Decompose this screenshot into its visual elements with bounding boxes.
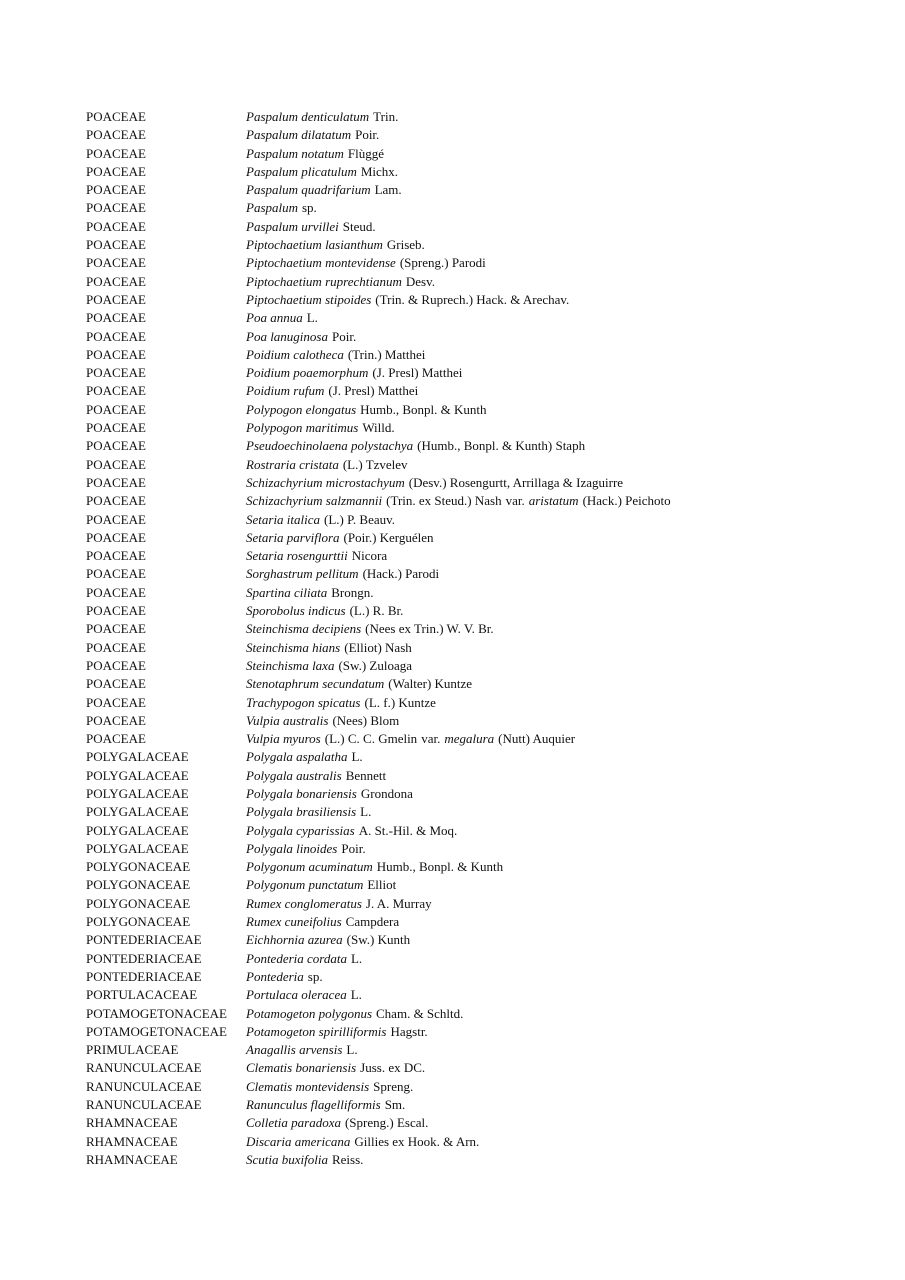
family-name: PRIMULACEAE	[86, 1042, 179, 1058]
species-author: Bennett	[345, 767, 387, 783]
family-name: POACEAE	[86, 420, 146, 436]
species-entry	[246, 1059, 866, 1077]
family-name: POTAMOGETONACEAE	[86, 1005, 227, 1021]
species-author: (Hack.) Parodi	[362, 566, 440, 582]
table-row	[86, 309, 866, 327]
species-author: Willd.	[362, 420, 395, 436]
species-author: (J. Presl) Matthei	[372, 365, 463, 381]
species-author: L.	[360, 804, 372, 820]
species-name: Setaria parviflora	[246, 529, 340, 545]
species-entry	[246, 199, 866, 217]
species-author: (Poir.) Kerguélen	[343, 529, 434, 545]
species-entry	[246, 639, 866, 657]
family-name: PORTULACACEAE	[86, 987, 198, 1003]
table-row	[86, 913, 866, 931]
family-name: POLYGALACEAE	[86, 785, 189, 801]
species-author: L.	[350, 987, 362, 1003]
table-row	[86, 328, 866, 346]
table-row	[86, 1133, 866, 1151]
species-name: Polygala bonariensis	[246, 785, 357, 801]
species-author: Sm.	[384, 1097, 406, 1113]
family-name: POACEAE	[86, 237, 146, 253]
table-row	[86, 712, 866, 730]
variety-author: (Nutt) Auquier	[498, 731, 576, 747]
species-entry	[246, 950, 866, 968]
species-name: Setaria italica	[246, 511, 321, 527]
species-author: (Spreng.) Parodi	[399, 255, 486, 271]
species-name: Poa annua	[246, 310, 303, 326]
species-entry	[246, 401, 866, 419]
family-name: POACEAE	[86, 127, 146, 143]
species-author: Grondona	[360, 785, 413, 801]
table-row	[86, 748, 866, 766]
table-row	[86, 1005, 866, 1023]
table-row	[86, 1078, 866, 1096]
table-row	[86, 547, 866, 565]
table-row	[86, 730, 866, 748]
species-entry	[246, 382, 866, 400]
species-name: Colletia paradoxa	[246, 1115, 341, 1131]
species-author: (L.) Tzvelev	[342, 456, 408, 472]
species-author: Lam.	[374, 182, 402, 198]
family-name: POLYGALACEAE	[86, 749, 189, 765]
species-name: Clematis montevidensis	[246, 1078, 370, 1094]
species-entry	[246, 602, 866, 620]
table-row	[86, 1023, 866, 1041]
table-row	[86, 1041, 866, 1059]
species-name: Steinchisma hians	[246, 639, 341, 655]
species-entry	[246, 218, 866, 236]
species-author: L.	[306, 310, 318, 326]
species-name: Schizachyrium microstachyum	[246, 474, 405, 490]
table-row	[86, 126, 866, 144]
table-row	[86, 602, 866, 620]
family-name: POLYGONACEAE	[86, 877, 191, 893]
family-name: POACEAE	[86, 273, 146, 289]
species-name: Poidium calotheca	[246, 346, 344, 362]
species-name: Clematis bonariensis	[246, 1060, 357, 1076]
species-author: (Desv.) Rosengurtt, Arrillaga & Izaguirre	[408, 474, 624, 490]
species-entry	[246, 437, 866, 455]
species-author: Desv.	[405, 273, 435, 289]
family-name: POACEAE	[86, 621, 146, 637]
species-entry	[246, 620, 866, 638]
species-name: Spartina ciliata	[246, 584, 328, 600]
species-entry	[246, 529, 866, 547]
family-name: POLYGALACEAE	[86, 804, 189, 820]
table-row	[86, 840, 866, 858]
family-name: POACEAE	[86, 401, 146, 417]
species-entry	[246, 895, 866, 913]
species-entry	[246, 364, 866, 382]
family-name: POLYGONACEAE	[86, 914, 191, 930]
family-name: POLYGALACEAE	[86, 767, 189, 783]
table-row	[86, 1151, 866, 1169]
family-name: POACEAE	[86, 731, 146, 747]
species-author: (L.) C. C. Gmelin	[324, 731, 418, 747]
species-author: (L. f.) Kuntze	[364, 694, 436, 710]
table-row	[86, 218, 866, 236]
species-entry	[246, 730, 866, 748]
family-name: PONTEDERIACEAE	[86, 950, 202, 966]
variety-name: aristatum	[528, 493, 579, 509]
family-name: RANUNCULACEAE	[86, 1097, 202, 1113]
species-author: (Nees) Blom	[332, 712, 400, 728]
species-author: Humb., Bonpl. & Kunth	[360, 401, 487, 417]
species-entry	[246, 822, 866, 840]
species-author: (Walter) Kuntze	[388, 676, 473, 692]
table-row	[86, 401, 866, 419]
table-row	[86, 291, 866, 309]
family-name: POACEAE	[86, 603, 146, 619]
family-name: POACEAE	[86, 676, 146, 692]
species-author: Poir.	[341, 840, 366, 856]
table-row	[86, 236, 866, 254]
species-entry	[246, 913, 866, 931]
table-row	[86, 474, 866, 492]
species-entry	[246, 145, 866, 163]
species-author: Reiss.	[331, 1151, 364, 1167]
family-name: POACEAE	[86, 548, 146, 564]
table-row	[86, 657, 866, 675]
species-author: Spreng.	[373, 1078, 414, 1094]
family-name: POTAMOGETONACEAE	[86, 1023, 227, 1039]
family-name: POACEAE	[86, 383, 146, 399]
species-name: Rostraria cristata	[246, 456, 339, 472]
table-row	[86, 199, 866, 217]
species-entry	[246, 657, 866, 675]
species-name: Vulpia myuros	[246, 731, 321, 747]
species-name: Eichhornia azurea	[246, 932, 343, 948]
table-row	[86, 419, 866, 437]
family-name: POACEAE	[86, 694, 146, 710]
species-name: Piptochaetium ruprechtianum	[246, 273, 402, 289]
species-entry	[246, 273, 866, 291]
family-name: POACEAE	[86, 456, 146, 472]
species-entry	[246, 419, 866, 437]
species-author: Brongn.	[331, 584, 374, 600]
species-name: Potamogeton spirilliformis	[246, 1023, 387, 1039]
species-author: L.	[346, 1042, 358, 1058]
family-name: POLYGALACEAE	[86, 822, 189, 838]
family-name: POACEAE	[86, 346, 146, 362]
species-entry	[246, 254, 866, 272]
family-name: POACEAE	[86, 255, 146, 271]
table-row	[86, 986, 866, 1004]
family-name: POACEAE	[86, 163, 146, 179]
family-name: POACEAE	[86, 712, 146, 728]
species-entry	[246, 1023, 866, 1041]
species-name: Pontederia	[246, 968, 304, 984]
species-author: L.	[350, 950, 363, 966]
species-name: Schizachyrium salzmannii	[246, 493, 383, 509]
table-row	[86, 565, 866, 583]
species-author: Nicora	[351, 548, 388, 564]
species-author: (Trin. ex Steud.) Nash	[386, 493, 502, 509]
table-row	[86, 145, 866, 163]
species-author: (J. Presl) Matthei	[328, 383, 419, 399]
species-entry	[246, 803, 866, 821]
species-entry	[246, 126, 866, 144]
table-row	[86, 1096, 866, 1114]
species-entry	[246, 1151, 866, 1169]
species-entry	[246, 858, 866, 876]
species-author: Poir.	[331, 328, 357, 344]
variety-author: (Hack.) Peichoto	[582, 493, 671, 509]
table-row	[86, 108, 866, 126]
species-entry	[246, 474, 866, 492]
species-entry	[246, 1114, 866, 1132]
species-author: A. St.-Hil. & Moq.	[358, 822, 458, 838]
family-name: POACEAE	[86, 310, 146, 326]
species-author: Steud.	[342, 218, 376, 234]
species-author: Humb., Bonpl. & Kunth	[376, 859, 504, 875]
species-name: Polygonum punctatum	[246, 877, 364, 893]
species-author: Trin.	[373, 109, 399, 124]
species-name: Rumex cuneifolius	[246, 914, 342, 930]
species-name: Poidium rufum	[246, 383, 325, 399]
species-entry	[246, 986, 866, 1004]
species-entry	[246, 236, 866, 254]
species-entry	[246, 492, 866, 510]
family-name: POACEAE	[86, 328, 146, 344]
family-name: POACEAE	[86, 182, 146, 198]
species-entry	[246, 328, 866, 346]
species-entry	[246, 675, 866, 693]
species-author: J. A. Murray	[365, 895, 432, 911]
species-name: Anagallis arvensis	[246, 1042, 343, 1058]
species-entry	[246, 309, 866, 327]
species-name: Polygala brasiliensis	[246, 804, 357, 820]
family-name: RANUNCULACEAE	[86, 1060, 202, 1076]
species-entry	[246, 1041, 866, 1059]
species-name: Piptochaetium montevidense	[246, 255, 396, 271]
species-entry	[246, 968, 866, 986]
species-name: Polygonum acuminatum	[246, 859, 373, 875]
family-name: POACEAE	[86, 566, 146, 582]
species-name: Paspalum dilatatum	[246, 127, 352, 143]
species-author: Juss. ex DC.	[360, 1060, 426, 1076]
species-name: Sorghastrum pellitum	[246, 566, 359, 582]
species-author: (Trin.) Matthei	[347, 346, 426, 362]
family-name: RHAMNACEAE	[86, 1115, 178, 1131]
table-row	[86, 931, 866, 949]
species-author: Gillies ex Hook. & Arn.	[354, 1133, 480, 1149]
table-row	[86, 694, 866, 712]
table-row	[86, 346, 866, 364]
table-row	[86, 511, 866, 529]
family-name: RHAMNACEAE	[86, 1133, 178, 1149]
table-row	[86, 822, 866, 840]
species-entry	[246, 1133, 866, 1151]
species-author: (L.) P. Beauv.	[324, 511, 396, 527]
table-row	[86, 1114, 866, 1132]
species-name: Piptochaetium lasianthum	[246, 237, 383, 253]
species-name: Poa lanuginosa	[246, 328, 328, 344]
species-name: Polygala australis	[246, 767, 342, 783]
species-name: Polygala linoides	[246, 840, 338, 856]
species-name: Piptochaetium stipoides	[246, 291, 372, 307]
species-entry	[246, 1078, 866, 1096]
table-row	[86, 382, 866, 400]
family-name: POACEAE	[86, 145, 146, 161]
species-name: Paspalum quadrifarium	[246, 182, 371, 198]
species-entry	[246, 767, 866, 785]
family-name: POLYGONACEAE	[86, 859, 191, 875]
species-name: Setaria rosengurttii	[246, 548, 348, 564]
variety-marker: var.	[505, 493, 525, 509]
table-row	[86, 785, 866, 803]
table-row	[86, 529, 866, 547]
variety-marker: var.	[421, 731, 441, 747]
species-name: Discaria americana	[246, 1133, 351, 1149]
species-entry	[246, 1005, 866, 1023]
species-entry	[246, 565, 866, 583]
species-author: (Sw.) Kunth	[346, 932, 411, 948]
species-entry	[246, 346, 866, 364]
species-name: Polypogon elongatus	[246, 401, 357, 417]
table-row	[86, 968, 866, 986]
table-row	[86, 254, 866, 272]
species-name: Steinchisma decipiens	[246, 621, 362, 637]
species-name: Polypogon maritimus	[246, 420, 359, 436]
species-author: (Humb., Bonpl. & Kunth) Staph	[417, 438, 586, 454]
species-name: Paspalum urvillei	[246, 218, 339, 234]
species-name: Ranunculus flagelliformis	[246, 1097, 381, 1113]
species-author: Campdera	[345, 914, 400, 930]
species-author: sp.	[307, 968, 323, 984]
species-author: (Trin. & Ruprech.) Hack. & Arechav.	[375, 291, 570, 307]
family-name: POACEAE	[86, 529, 146, 545]
table-row	[86, 639, 866, 657]
species-name: Portulaca oleracea	[246, 987, 347, 1003]
species-name: Polygala aspalatha	[246, 749, 348, 765]
species-author: Griseb.	[386, 237, 425, 253]
species-author: Flùggé	[347, 145, 384, 161]
species-author: Elliot	[367, 877, 397, 893]
species-name: Stenotaphrum secundatum	[246, 676, 385, 692]
table-row	[86, 620, 866, 638]
species-author: L.	[351, 749, 363, 765]
species-author: (Sw.) Zuloaga	[338, 657, 412, 673]
species-list	[86, 108, 866, 1169]
family-name: PONTEDERIACEAE	[86, 932, 202, 948]
species-author: Hagstr.	[390, 1023, 428, 1039]
species-entry	[246, 876, 866, 894]
table-row	[86, 273, 866, 291]
table-row	[86, 675, 866, 693]
species-name: Trachypogon spicatus	[246, 694, 361, 710]
species-name: Scutia buxifolia	[246, 1151, 328, 1167]
species-name: Pontederia cordata	[246, 950, 347, 966]
family-name: POACEAE	[86, 657, 146, 673]
variety-name: megalura	[444, 731, 495, 747]
species-entry	[246, 511, 866, 529]
table-row	[86, 181, 866, 199]
species-entry	[246, 181, 866, 199]
species-entry	[246, 748, 866, 766]
table-row	[86, 858, 866, 876]
table-row	[86, 163, 866, 181]
family-name: POACEAE	[86, 109, 146, 124]
species-author: (Nees ex Trin.) W. V. Br.	[365, 621, 494, 637]
species-name: Pseudoechinolaena polystachya	[246, 438, 414, 454]
table-row	[86, 803, 866, 821]
species-author: Poir.	[355, 127, 380, 143]
family-name: POACEAE	[86, 365, 146, 381]
family-name: POACEAE	[86, 493, 146, 509]
species-entry	[246, 931, 866, 949]
family-name: POACEAE	[86, 200, 146, 216]
species-name: Paspalum	[246, 200, 298, 216]
species-name: Steinchisma laxa	[246, 657, 335, 673]
species-author: sp.	[302, 200, 317, 216]
species-entry	[246, 1096, 866, 1114]
species-name: Poidium poaemorphum	[246, 365, 369, 381]
species-entry	[246, 547, 866, 565]
species-author: Cham. & Schltd.	[376, 1005, 464, 1021]
species-name: Paspalum denticulatum	[246, 109, 370, 124]
family-name: POACEAE	[86, 639, 146, 655]
family-name: POACEAE	[86, 584, 146, 600]
table-row	[86, 950, 866, 968]
species-name: Paspalum notatum	[246, 145, 344, 161]
species-entry	[246, 163, 866, 181]
species-name: Vulpia australis	[246, 712, 329, 728]
species-entry	[246, 785, 866, 803]
species-author: (L.) R. Br.	[349, 603, 404, 619]
species-entry	[246, 694, 866, 712]
table-row	[86, 584, 866, 602]
family-name: POLYGONACEAE	[86, 895, 191, 911]
species-entry	[246, 291, 866, 309]
species-entry	[246, 108, 866, 126]
table-row	[86, 456, 866, 474]
table-row	[86, 767, 866, 785]
species-name: Potamogeton polygonus	[246, 1005, 373, 1021]
family-name: POLYGALACEAE	[86, 840, 189, 856]
species-name: Polygala cyparissias	[246, 822, 355, 838]
species-name: Sporobolus indicus	[246, 603, 346, 619]
table-row	[86, 895, 866, 913]
family-name: POACEAE	[86, 438, 146, 454]
table-row	[86, 492, 866, 510]
family-name: PONTEDERIACEAE	[86, 968, 202, 984]
species-author: Michx.	[360, 163, 399, 179]
family-name: POACEAE	[86, 218, 146, 234]
species-entry	[246, 712, 866, 730]
species-name: Rumex conglomeratus	[246, 895, 362, 911]
family-name: POACEAE	[86, 511, 146, 527]
family-name: RHAMNACEAE	[86, 1151, 178, 1167]
family-name: POACEAE	[86, 291, 146, 307]
family-name: RANUNCULACEAE	[86, 1078, 202, 1094]
table-row	[86, 364, 866, 382]
species-entry	[246, 840, 866, 858]
species-author: (Spreng.) Escal.	[344, 1115, 429, 1131]
family-name: POACEAE	[86, 474, 146, 490]
species-name: Paspalum plicatulum	[246, 163, 357, 179]
species-entry	[246, 584, 866, 602]
table-row	[86, 1059, 866, 1077]
table-row	[86, 437, 866, 455]
species-entry	[246, 456, 866, 474]
table-row	[86, 876, 866, 894]
species-author: (Elliot) Nash	[344, 639, 412, 655]
